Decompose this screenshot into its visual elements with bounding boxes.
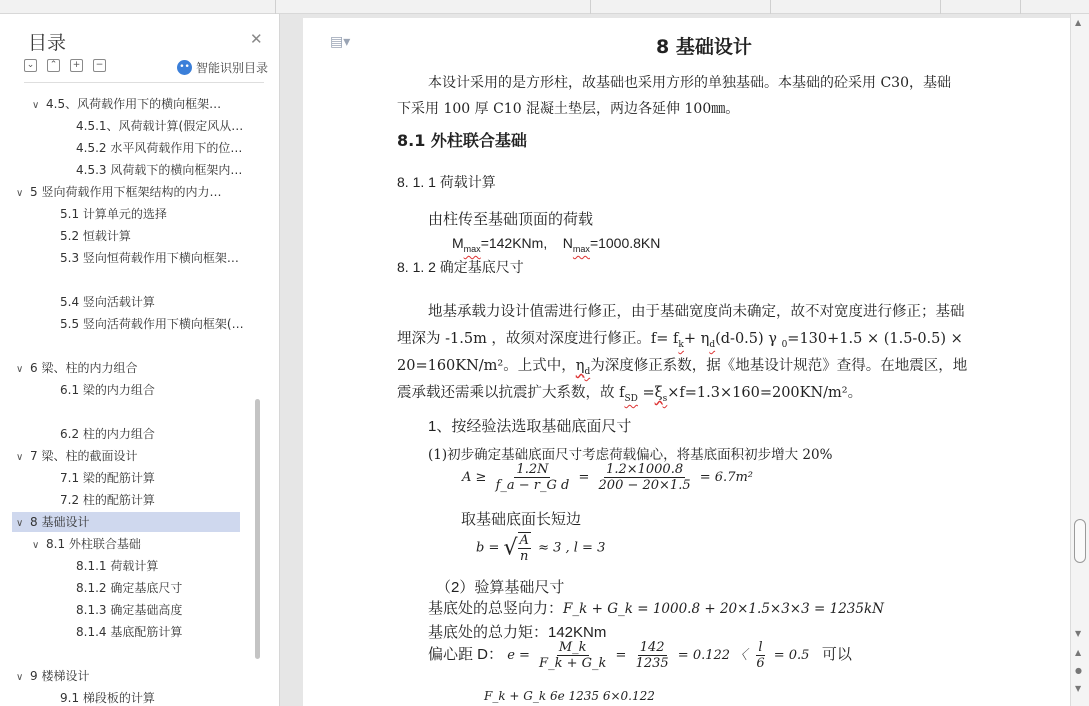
toc-item-label: 5 竖向荷载作用下框架结构的内力… (30, 185, 222, 199)
cut-formula-line: F_k + G_k 6e 1235 6×0.122 (484, 689, 655, 703)
expand-up-icon[interactable]: ⌃ (47, 59, 60, 72)
toc-item-label: 6.1 梁的内力组合 (60, 383, 155, 397)
scroll-thumb[interactable] (1074, 519, 1086, 563)
remove-heading-icon[interactable]: − (93, 59, 106, 72)
toc-item-label: 4.5.3 风荷载下的横向框架内… (76, 163, 243, 177)
chevron-down-icon[interactable]: ∨ (16, 518, 24, 529)
toc-item-label: 8.1 外柱联合基础 (46, 537, 141, 551)
toc-item-label: 9.1 梯段板的计算 (60, 691, 155, 705)
chevron-down-icon[interactable]: ∨ (16, 188, 24, 199)
toc-item[interactable] (60, 424, 248, 444)
para2-line4: 震承载还需乘以抗震扩大系数，故 $f_{SD} =\xi_s\times f=1.3\times 160=200KN/m^2$。 (397, 385, 863, 404)
toc-item-label: 8.1.2 确定基底尺寸 (76, 581, 183, 595)
toc-item-label: 7.2 柱的配筋计算 (60, 493, 155, 507)
chevron-down-icon[interactable]: ∨ (32, 100, 40, 111)
toc-item-label: 8.1.4 基底配筋计算 (76, 625, 183, 639)
toc-item[interactable] (16, 182, 234, 202)
toc-item-label: 5.3 竖向恒荷载作用下横向框架… (60, 251, 239, 265)
toc-item-label: 4.5、风荷载作用下的横向框架… (46, 97, 222, 111)
toc-item-label: 6 梁、柱的内力组合 (30, 361, 138, 375)
toc-scrollbar[interactable] (255, 399, 260, 659)
step1-1-text: (1)初步确定基础底面尺寸考虑荷载偏心，将基底面积初步增大 20% (428, 447, 833, 463)
document-icon[interactable]: ▤▾ (330, 34, 351, 50)
para1-line1: 本设计采用的是方形柱，故基础也采用方形的单独基础。本基础的砼采用 C30，基础 (428, 75, 951, 91)
toc-panel (0, 14, 280, 706)
add-heading-icon[interactable]: + (70, 59, 83, 72)
toc-item[interactable] (76, 116, 248, 136)
load-intro: 由柱传至基础顶面的荷载 (428, 211, 594, 228)
toc-item[interactable] (60, 292, 248, 312)
doc-chapter-title: 8 基础设计 (656, 36, 752, 58)
toc-item-label: 4.5.2 水平风荷载作用下的位… (76, 141, 243, 155)
toc-item[interactable] (60, 688, 248, 706)
toc-item[interactable] (60, 468, 248, 488)
toc-item[interactable] (16, 358, 234, 378)
toc-controls (24, 59, 106, 72)
prev-page-icon[interactable]: ▲ (1075, 648, 1082, 657)
chevron-down-icon[interactable]: ∨ (16, 672, 24, 683)
select-browse-icon[interactable]: ● (1075, 666, 1082, 675)
toc-item-label: 5.1 计算单元的选择 (60, 207, 167, 221)
toc-item[interactable] (32, 94, 234, 114)
toc-item[interactable] (76, 578, 248, 598)
toc-item[interactable] (60, 380, 248, 400)
toc-item[interactable] (60, 204, 248, 224)
collapse-all-icon[interactable]: ⌄ (24, 59, 37, 72)
vertical-force-line: 基底处的总竖向力：F_k + G_k = 1000.8 + 20×1.5×3×3 = 1235kN (428, 600, 884, 617)
toc-item[interactable] (76, 622, 248, 642)
toc-item-label: 8.1.3 确定基础高度 (76, 603, 183, 617)
toc-item[interactable] (16, 666, 234, 686)
document-scrollbar[interactable] (1070, 14, 1089, 706)
toc-item[interactable] (76, 600, 248, 620)
para2-line3: 20=160KN/m²。上式中，$\eta_d$为深度修正系数，据《地基设计规范》查得。在地震区，地 (397, 358, 968, 377)
close-icon[interactable]: ✕ (250, 30, 263, 48)
toc-item[interactable] (76, 138, 248, 158)
scroll-down-icon[interactable]: ▼ (1075, 629, 1082, 638)
next-page-icon[interactable]: ▼ (1075, 684, 1082, 693)
toc-item-label: 7 梁、柱的截面设计 (30, 449, 138, 463)
subsection-8-1-1: 8. 1. 1 荷载计算 (397, 174, 496, 190)
toc-item[interactable] (60, 248, 248, 268)
para1-line2: 下采用 100 厚 C10 混凝土垫层，两边各延伸 100㎜。 (397, 101, 740, 117)
toc-item-label: 5.2 恒载计算 (60, 229, 131, 243)
toc-item[interactable] (60, 226, 248, 246)
chevron-down-icon[interactable]: ∨ (32, 540, 40, 551)
para2-line1: 地基承载力设计值需进行修正，由于基础宽度尚未确定，故不对宽度进行修正；基础 (428, 304, 965, 320)
toc-item-label: 8 基础设计 (30, 515, 90, 529)
step2-heading: （2）验算基础尺寸 (436, 579, 565, 596)
step1-heading: 1、按经验法选取基础底面尺寸 (428, 418, 632, 435)
toc-item-label: 5.4 竖向活载计算 (60, 295, 155, 309)
para2-line2: 埋深为 -1.5m ，故须对深度进行修正。$f= f_k+ \eta_d(d-0.5)$ γ $_0$=130+1.5 × (1.5-0.5) × (397, 331, 963, 350)
smart-toc-button[interactable] (177, 59, 268, 76)
toc-item[interactable] (60, 314, 248, 334)
toc-item-label: 9 楼梯设计 (30, 669, 90, 683)
formula-b: b = √ $\frac{A}{n}$ ≈ 3 , l = 3 (476, 533, 606, 564)
smart-toc-label: 智能识别目录 (196, 61, 269, 75)
scroll-up-icon[interactable]: ▲ (1075, 18, 1082, 27)
section-heading-8-1: 8.1 外柱联合基础 (397, 131, 527, 150)
moment-line: 基底处的总力矩：142KNm (428, 624, 607, 641)
ai-icon: •• (177, 60, 192, 75)
toc-item-label: 4.5.1、风荷载计算(假定风从… (76, 119, 244, 133)
chevron-down-icon[interactable]: ∨ (16, 364, 24, 375)
load-values: $M_{max}=142KNm$, $N_{max}=1000.8KN$ (452, 235, 661, 254)
toc-item-label: 8.1.1 荷载计算 (76, 559, 159, 573)
eccentricity-line: 偏心距 D： e = $\frac{M\_k}{F\_k + G\_k}$ = $\frac{142}{1235}$ = 0.122 〈 $\frac{l}{6}$ = 0.5 可以 (428, 640, 852, 671)
toc-item-label: 7.1 梁的配筋计算 (60, 471, 155, 485)
toc-item-label: 5.5 竖向活荷载作用下横向框架(… (60, 317, 244, 331)
toc-title: 目录 (28, 32, 67, 54)
pick-dimensions: 取基础底面长短边 (461, 511, 582, 528)
formula-area: A ≥ $\frac{1.2N}{\text{f\_a − r\_G d}}$ = $\frac{1.2\times 1000.8}{200 - 20\times 1.5}$ = 6.7m² (462, 462, 754, 493)
toc-item[interactable] (76, 160, 248, 180)
toc-item[interactable] (60, 490, 248, 510)
top-ruler-strip (0, 0, 1089, 14)
toc-item[interactable] (76, 556, 248, 576)
chevron-down-icon[interactable]: ∨ (16, 452, 24, 463)
toc-item[interactable] (16, 446, 234, 466)
toc-item[interactable] (32, 534, 234, 554)
subsection-8-1-2: 8. 1. 2 确定基底尺寸 (397, 259, 524, 275)
toc-item[interactable] (12, 512, 240, 532)
toc-item-label: 6.2 柱的内力组合 (60, 427, 155, 441)
toc-divider (24, 82, 264, 83)
